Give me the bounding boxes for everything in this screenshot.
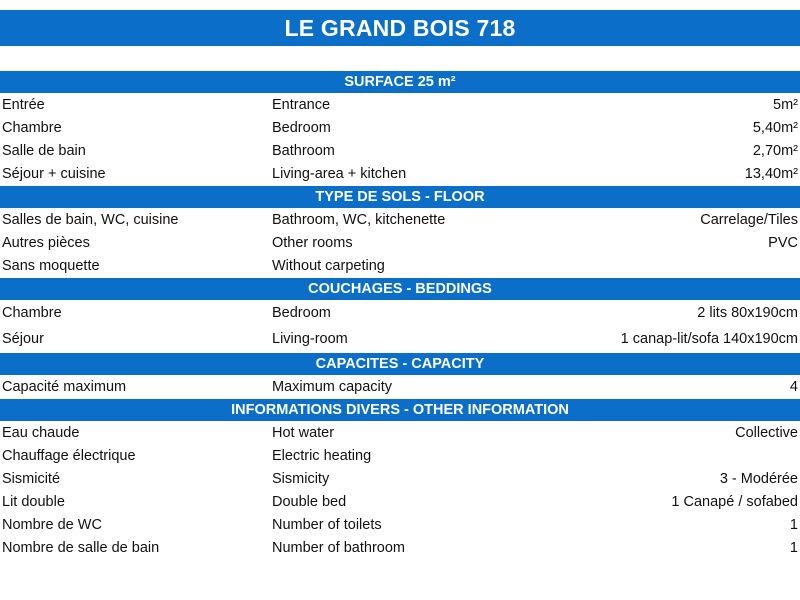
section-header-capacity: CAPACITES - CAPACITY [0,353,800,375]
table-row [0,326,800,352]
label-fr: Salle de bain [2,142,86,159]
label-en: Maximum capacity [272,378,393,395]
label-en: Number of toilets [272,516,382,533]
label-fr: Sans moquette [2,257,100,274]
label-en: Bathroom [272,142,335,159]
label-fr: Nombre de salle de bain [2,539,160,556]
value: 1 Canapé / sofabed [671,493,798,510]
label-en: Number of bathroom [272,539,405,556]
label-en: Living-room [272,331,348,347]
value: 13,40m² [744,165,798,182]
property-sheet [0,70,800,559]
label-en: Bedroom [272,119,331,136]
section-header-surface: SURFACE 25 m² [0,71,800,93]
value: 2,70m² [752,142,798,159]
section-header-other-information: INFORMATIONS DIVERS - OTHER INFORMATION [0,399,800,421]
table-row [0,162,800,185]
label-en: Bedroom [272,305,331,321]
value: 1 [789,539,798,556]
label-fr: Chambre [2,305,62,321]
table-row [0,116,800,139]
table-row [0,490,800,513]
label-fr: Entrée [2,96,45,113]
label-fr: Nombre de WC [2,516,102,533]
label-en: Other rooms [272,234,353,251]
label-fr: Eau chaude [2,424,80,441]
value: 2 lits 80x190cm [697,305,798,321]
label-fr: Sismicité [2,470,61,487]
label-fr: Lit double [2,493,65,510]
value: 5m² [773,96,798,113]
label-fr: Salles de bain, WC, cuisine [2,211,179,228]
label-en: Living-area + kitchen [272,165,407,182]
value: 1 [789,516,798,533]
label-en: Bathroom, WC, kitchenette [272,211,446,228]
label-en: Double bed [272,493,347,510]
table-row [0,444,800,467]
table-row [0,421,800,444]
label-en: Without carpeting [272,257,385,274]
label-fr: Séjour [2,331,44,347]
section-header-beddings: COUCHAGES - BEDDINGS [0,278,800,300]
label-fr: Capacité maximum [2,378,127,395]
table-row [0,139,800,162]
label-fr: Chambre [2,119,62,136]
label-en: Sismicity [272,470,330,487]
label-en: Electric heating [272,447,372,464]
label-en: Entrance [272,96,331,113]
table-row [0,513,800,536]
table-row [0,300,800,326]
table-row [0,231,800,254]
table-row [0,375,800,398]
label-fr: Chauffage électrique [2,447,136,464]
label-fr: Séjour + cuisine [2,165,106,182]
label-en: Hot water [272,424,335,441]
table-row [0,93,800,116]
value: 3 - Modérée [719,470,798,487]
value: Carrelage/Tiles [700,211,798,228]
label-fr: Autres pièces [2,234,90,251]
value: 1 canap-lit/sofa 140x190cm [620,331,798,347]
section-header-floor: TYPE DE SOLS - FLOOR [0,186,800,208]
value: 5,40m² [752,119,798,136]
value: 4 [789,378,798,395]
table-row [0,208,800,231]
table-row [0,467,800,490]
value: PVC [768,234,798,251]
table-row [0,536,800,559]
value: Collective [735,424,798,441]
table-row [0,254,800,277]
page-title: LE GRAND BOIS 718 [0,10,800,46]
